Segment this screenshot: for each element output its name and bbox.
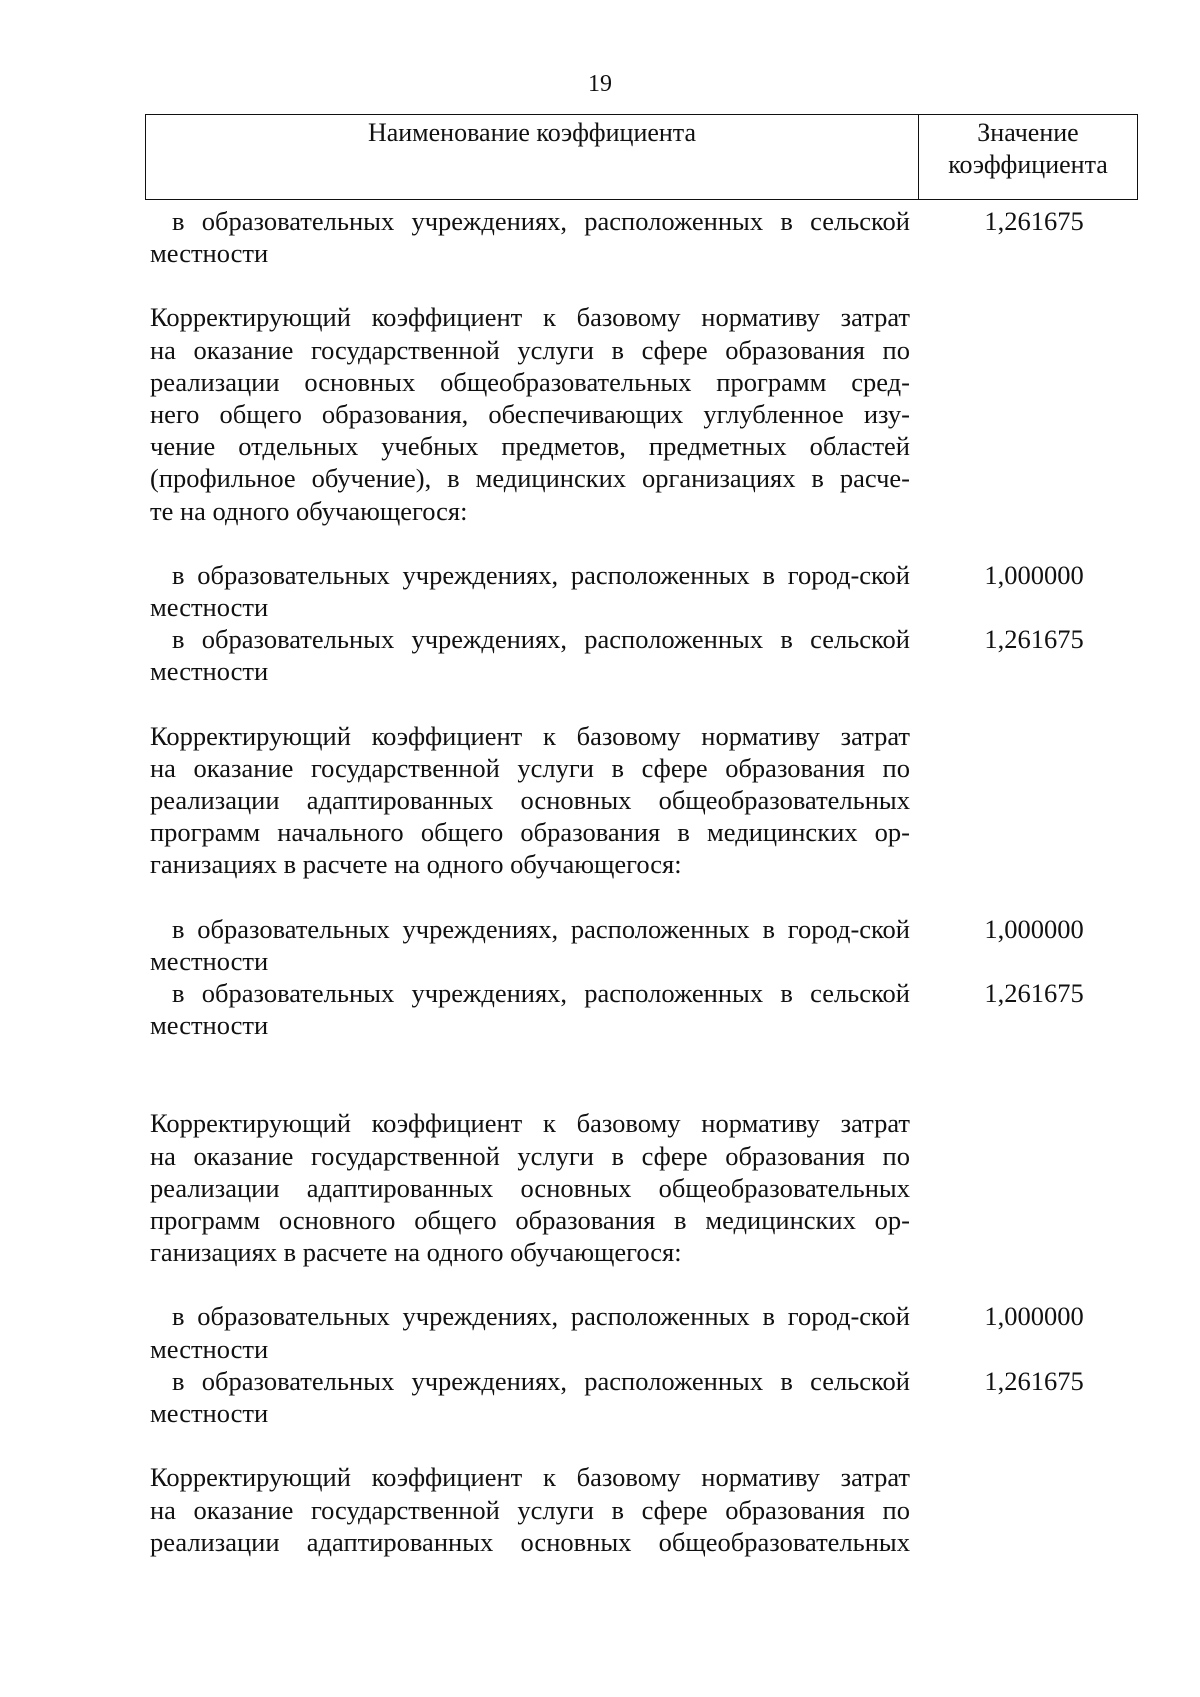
heading-line: реализации адаптированных основных общеобразовательных <box>150 785 910 816</box>
heading-line: него общего образования, обеспечивающих углубленное изу- <box>150 399 910 430</box>
heading-line: на оказание государственной услуги в сфере образования по <box>150 334 910 365</box>
table-row <box>150 559 1138 623</box>
heading-line: Корректирующий коэффициент к базовому нормативу затрат <box>150 1462 910 1493</box>
heading-line: Корректирующий коэффициент к базовому нормативу затрат <box>150 1108 910 1139</box>
row-label: в образовательных учреждениях, расположенных в город-ской местности <box>150 913 910 976</box>
row-value: 1,000000 <box>984 1301 1084 1332</box>
row-label: в образовательных учреждениях, расположенных в сельской местности <box>150 206 910 269</box>
section-heading <box>150 720 910 881</box>
row-value: 1,261675 <box>984 1365 1084 1396</box>
row-label: в образовательных учреждениях, расположенных в сельской местности <box>150 978 910 1041</box>
section-heading <box>150 1461 910 1558</box>
header-value-line2: коэффициента <box>948 150 1108 179</box>
heading-line: чение отдельных учебных предметов, предметных областей <box>150 431 910 462</box>
header-name-column: Наименование коэффициента <box>146 115 919 199</box>
section-heading <box>150 1107 910 1268</box>
heading-line: те на одного обучающегося: <box>150 495 468 526</box>
row-label: в образовательных учреждениях, расположенных в сельской местности <box>150 624 910 687</box>
heading-line: (профильное обучение), в медицинских организациях в расче- <box>150 463 910 494</box>
page-number: 19 <box>588 71 612 97</box>
row-value: 1,261675 <box>984 206 1084 236</box>
table-row <box>150 623 1138 687</box>
heading-line: реализации основных общеобразовательных программ сред- <box>150 366 910 397</box>
row-value: 1,000000 <box>984 913 1084 944</box>
heading-line: Корректирующий коэффициент к базовому нормативу затрат <box>150 302 910 333</box>
section-heading <box>150 301 910 526</box>
heading-line: реализации адаптированных основных общеобразовательных <box>150 1526 910 1557</box>
heading-line: ганизациях в расчете на одного обучающегося: <box>150 1237 682 1268</box>
heading-line: программ начального общего образования в медицинских ор- <box>150 817 910 848</box>
table-row <box>150 977 1138 1041</box>
heading-line: на оказание государственной услуги в сфере образования по <box>150 1140 910 1171</box>
heading-line: реализации адаптированных основных общеобразовательных <box>150 1172 910 1203</box>
heading-line: на оказание государственной услуги в сфере образования по <box>150 1494 910 1525</box>
heading-line: Корректирующий коэффициент к базовому нормативу затрат <box>150 720 910 751</box>
table-header <box>145 114 1138 200</box>
row-label: в образовательных учреждениях, расположенных в город-ской местности <box>150 559 910 623</box>
coefficients-table-body <box>150 205 1138 1558</box>
heading-line: на оказание государственной услуги в сфере образования по <box>150 752 910 783</box>
header-value-line1: Значение <box>977 118 1079 147</box>
table-row <box>150 1365 1138 1429</box>
header-value-column <box>919 115 1137 199</box>
row-value: 1,000000 <box>984 559 1084 590</box>
table-row <box>150 913 1138 977</box>
table-row <box>150 205 1138 269</box>
row-label: в образовательных учреждениях, расположенных в сельской местности <box>150 1365 910 1429</box>
row-value: 1,261675 <box>984 624 1084 655</box>
table-row <box>150 1300 1138 1364</box>
row-label: в образовательных учреждениях, расположенных в город-ской местности <box>150 1301 910 1364</box>
row-value: 1,261675 <box>984 978 1084 1009</box>
heading-line: программ основного общего образования в медицинских ор- <box>150 1205 910 1236</box>
heading-line: ганизациях в расчете на одного обучающегося: <box>150 849 682 880</box>
